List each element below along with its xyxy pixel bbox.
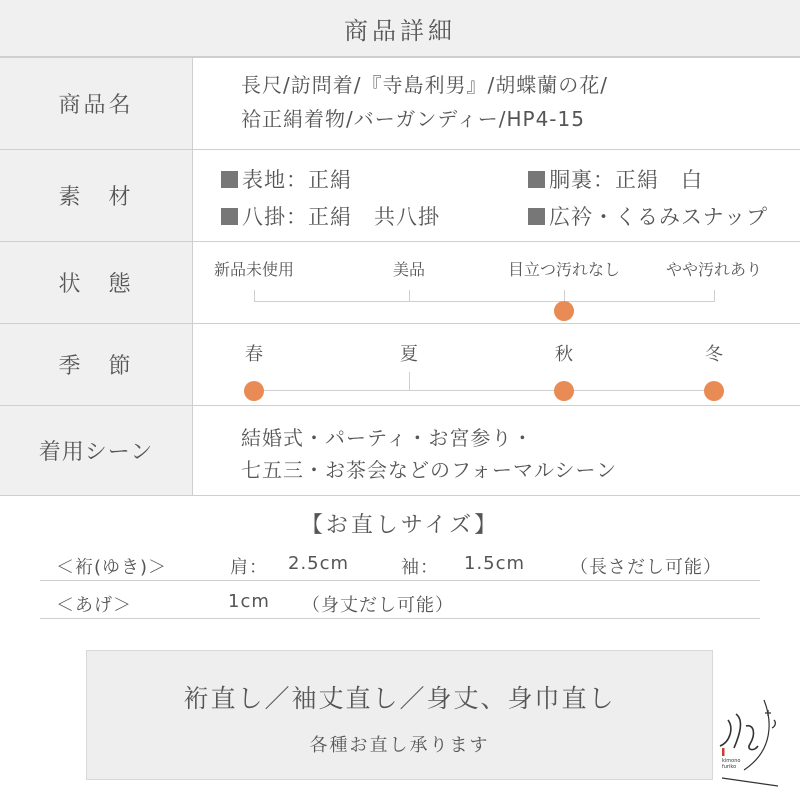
condition-level: 新品未使用 — [213, 260, 295, 279]
alteration-row-yuki — [40, 548, 760, 581]
age-note: （身丈だし可能） — [302, 595, 454, 616]
page-title: 商品詳細 — [0, 0, 800, 56]
row-label: 季 節 — [0, 324, 193, 405]
condition-level: 目立つ汚れなし — [507, 260, 621, 279]
product-name-line1: 長尺/訪問着/『寺島利男』/胡蝶蘭の花/ — [241, 73, 608, 97]
alteration-title: 【お直しサイズ】 — [300, 513, 500, 538]
condition-level: やや汚れあり — [665, 260, 763, 279]
material-item — [221, 164, 352, 194]
season-marker — [704, 381, 724, 401]
material-text: 表地：正絹 — [242, 168, 352, 192]
scene-text — [241, 422, 617, 486]
season-marker — [244, 381, 264, 401]
sode-value: 1.5cm — [464, 553, 526, 574]
scale-tick — [409, 290, 410, 302]
scale-line — [254, 390, 714, 391]
condition-scale — [193, 242, 800, 323]
material-item — [528, 201, 768, 231]
row-label: 着用シーン — [0, 406, 193, 495]
alteration-row-age — [40, 586, 760, 619]
material-item — [221, 201, 440, 231]
season-label: 冬 — [705, 344, 723, 365]
kata-value: 2.5cm — [288, 553, 350, 574]
row-season — [0, 324, 800, 406]
row-product-name — [0, 58, 800, 150]
age-label: ＜あげ＞ — [56, 595, 132, 616]
square-bullet-icon — [221, 171, 238, 188]
season-scale — [193, 324, 800, 405]
scale-line — [254, 301, 714, 302]
product-name — [241, 68, 608, 136]
row-material — [0, 150, 800, 242]
brand-logo — [714, 690, 794, 790]
row-condition — [0, 242, 800, 324]
condition-marker — [554, 301, 574, 321]
sode-label: 袖： — [401, 557, 439, 578]
alteration-service-box — [86, 650, 713, 780]
square-bullet-icon — [221, 208, 238, 225]
row-label: 状 態 — [0, 242, 193, 323]
square-bullet-icon — [528, 171, 545, 188]
season-marker — [554, 381, 574, 401]
scene-line1: 結婚式・パーティ・お宮参り・ — [241, 426, 534, 450]
service-main-text: 裄直し／袖丈直し／身丈、身巾直し — [183, 684, 616, 713]
material-item — [528, 164, 703, 194]
scale-tick — [254, 290, 255, 302]
row-scene — [0, 406, 800, 496]
logo-text: furiko — [722, 764, 737, 770]
scene-line2: 七五三・お茶会などのフォーマルシーン — [241, 458, 618, 482]
detail-table — [0, 56, 800, 496]
material-text: 広衿・くるみスナップ — [549, 205, 769, 229]
season-label: 夏 — [400, 344, 418, 365]
season-label: 春 — [245, 344, 263, 365]
logo-text: kimono — [722, 758, 741, 764]
scale-tick — [409, 372, 410, 390]
kata-label: 肩： — [230, 557, 268, 578]
service-sub-text: 各種お直し承ります — [309, 735, 490, 756]
season-label: 秋 — [555, 344, 573, 365]
row-content — [193, 406, 800, 495]
square-bullet-icon — [528, 208, 545, 225]
scale-tick — [714, 290, 715, 302]
row-label: 商品名 — [0, 58, 193, 149]
material-text: 八掛：正絹 共八掛 — [242, 205, 440, 229]
row-content — [193, 58, 800, 149]
yuki-note: （長さだし可能） — [570, 557, 722, 578]
product-name-line2: 袷正絹着物/バーガンディー/HP4-15 — [241, 107, 585, 131]
yuki-label: ＜裄(ゆき)＞ — [56, 557, 168, 578]
row-content — [193, 150, 800, 241]
condition-level: 美品 — [392, 260, 426, 279]
material-text: 胴裏：正絹 白 — [549, 168, 703, 192]
row-label: 素 材 — [0, 150, 193, 241]
age-value: 1cm — [228, 591, 270, 612]
